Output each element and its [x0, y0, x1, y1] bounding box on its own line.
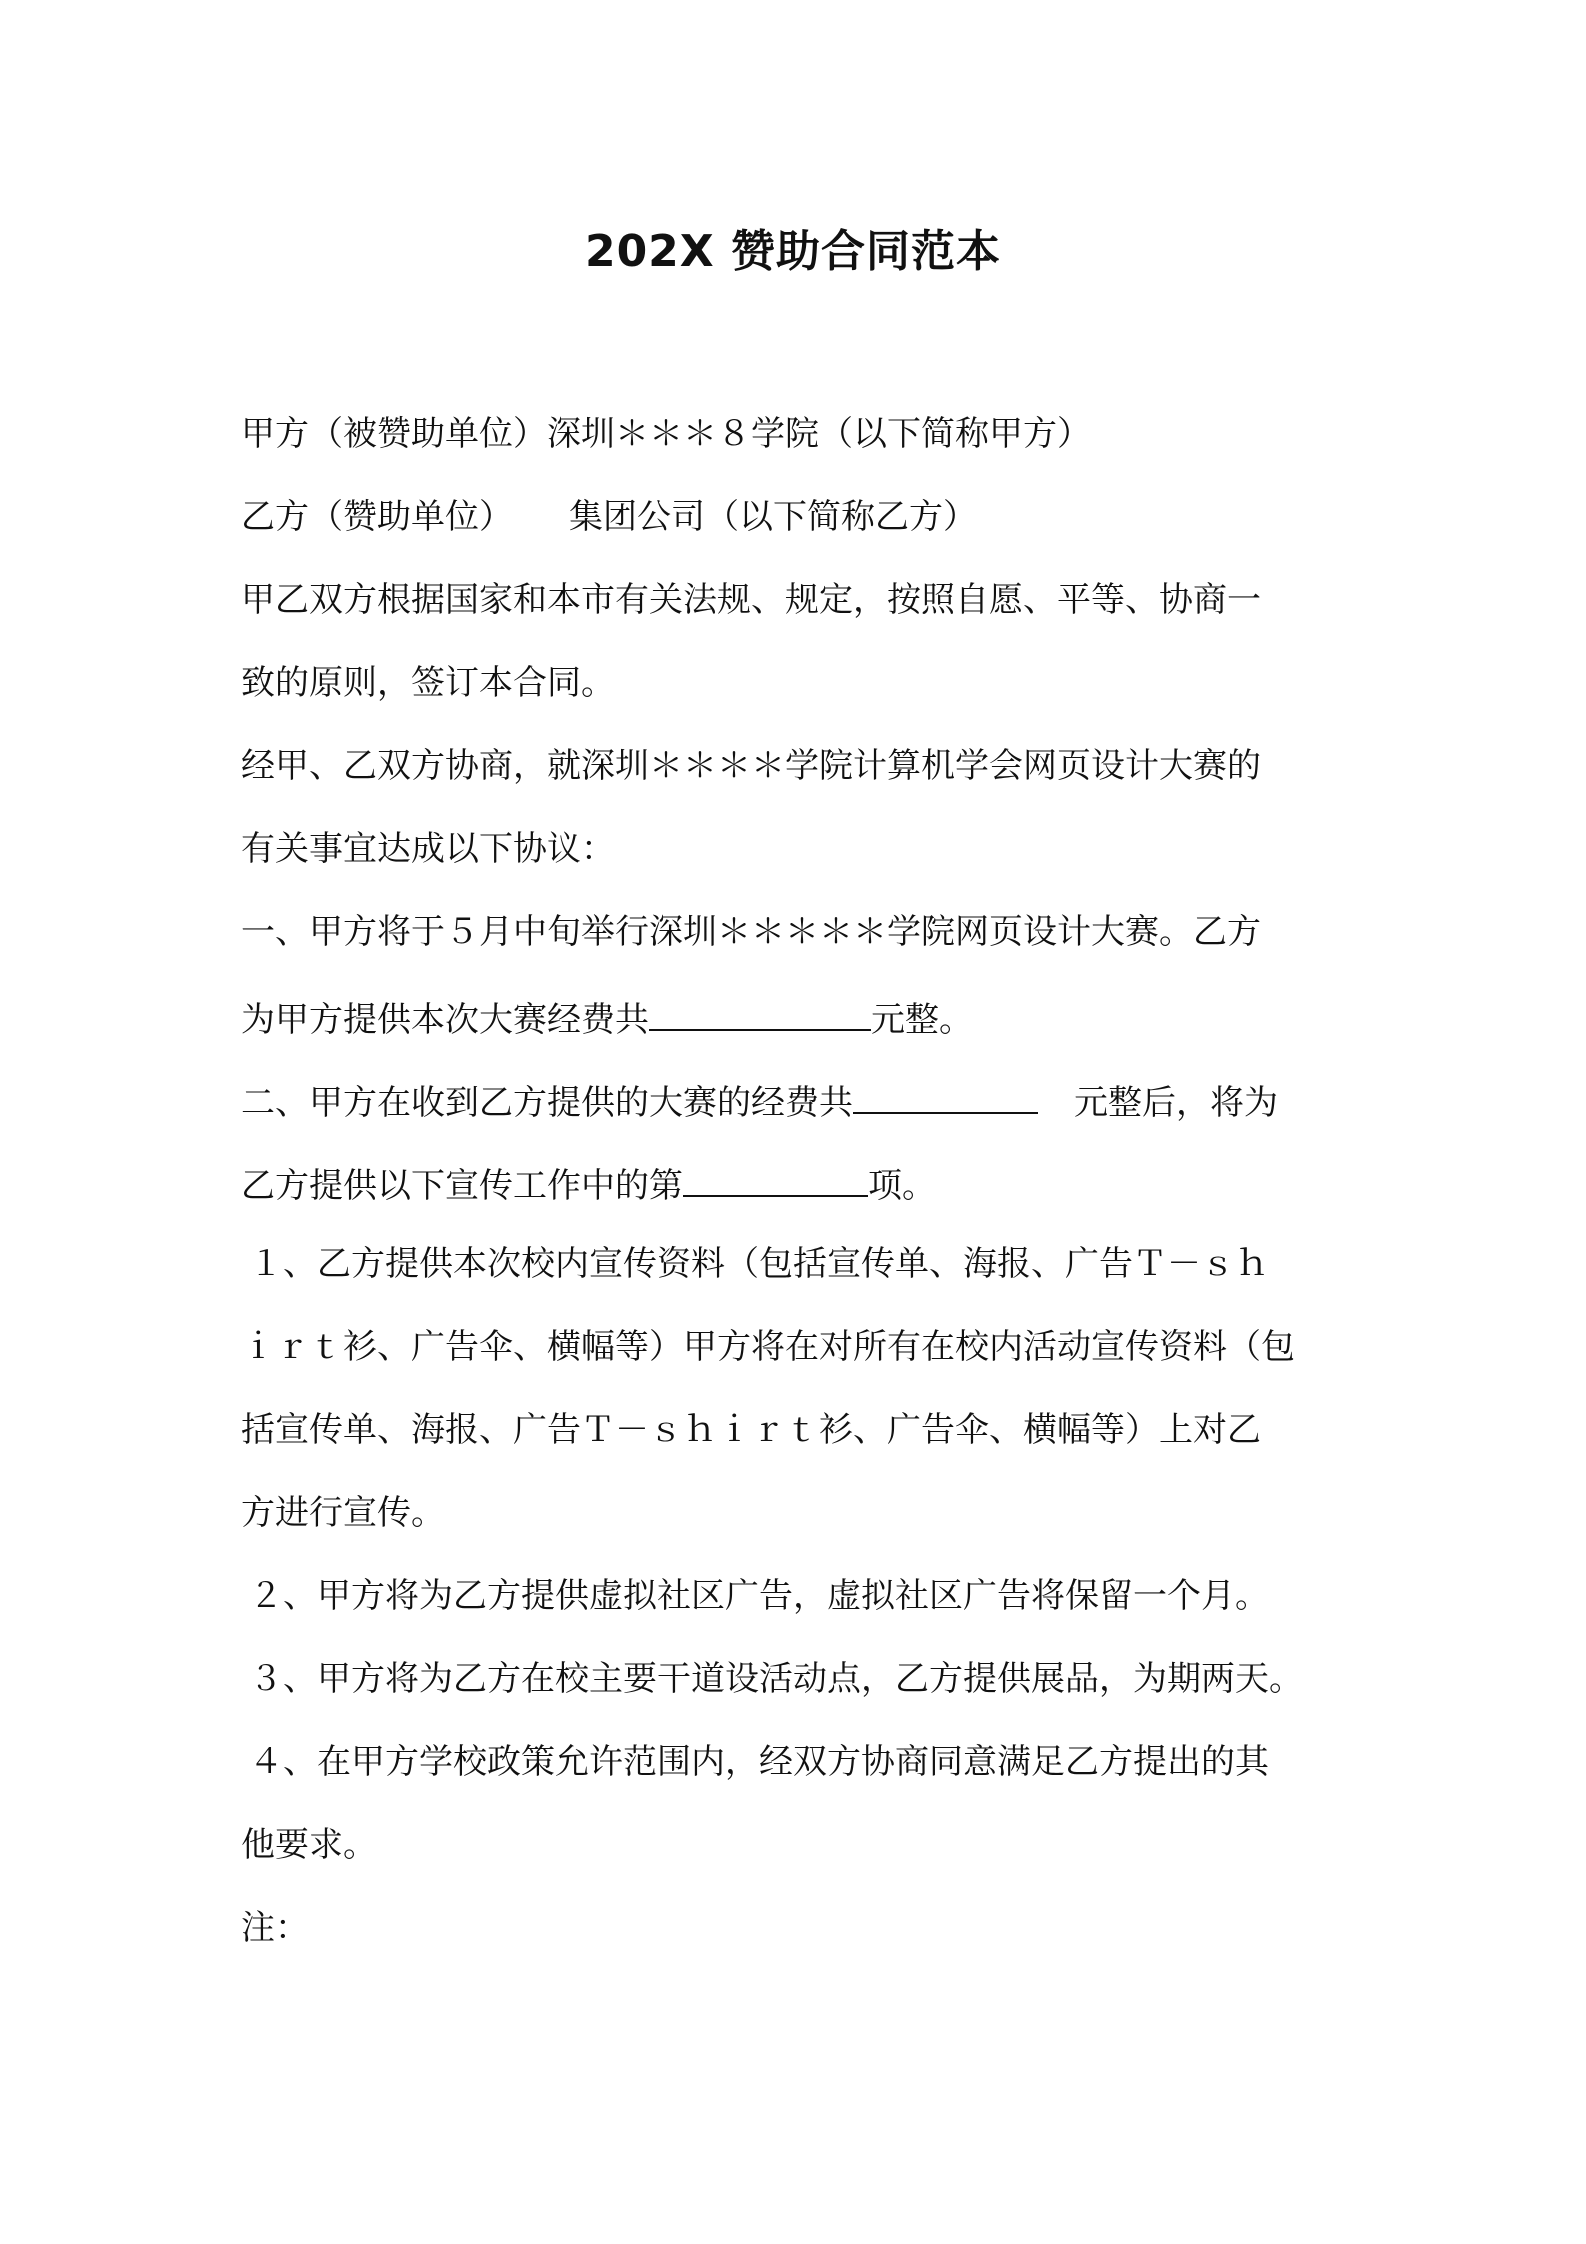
item-1-line-3: 括宣传单、海报、广告Ｔ－ｓｈｉｒｔ衫、广告伞、横幅等）上对乙: [241, 1410, 1261, 1450]
amount-blank-2: [853, 1068, 1038, 1114]
clause-2-item-text: 乙方提供以下宣传工作中的第: [241, 1166, 683, 1206]
clause-2-item-suffix: 项。: [868, 1166, 936, 1206]
clause-2-line-2: [241, 1151, 1356, 1234]
clause-1-text: 为甲方提供本次大赛经费共: [241, 1000, 649, 1040]
clause-1-suffix: 元整。: [871, 1000, 973, 1040]
clause-2-line-1: [241, 1068, 1356, 1151]
party-a-line: 甲方（被赞助单位）深圳＊＊＊８学院（以下简称甲方）: [241, 414, 1091, 454]
item-2-line: ２、甲方将为乙方提供虚拟社区广告，虚拟社区广告将保留一个月。: [249, 1576, 1269, 1616]
clause-1-line-1: 一、甲方将于５月中旬举行深圳＊＊＊＊＊学院网页设计大赛。乙方: [241, 912, 1261, 952]
item-1-line-1: １、乙方提供本次校内宣传资料（包括宣传单、海报、广告Ｔ－ｓｈ: [249, 1244, 1269, 1284]
amount-blank-1: [649, 985, 871, 1031]
document-body: [241, 404, 1356, 1981]
item-number-blank: [683, 1151, 868, 1197]
item-4-line-1: ４、在甲方学校政策允许范围内，经双方协商同意满足乙方提出的其: [249, 1742, 1269, 1782]
party-b-rest: 集团公司（以下简称乙方）: [569, 497, 977, 537]
consult-line-2: 有关事宜达成以下协议：: [241, 829, 615, 869]
party-b-label: 乙方（赞助单位）: [241, 497, 513, 537]
item-4-line-2: 他要求。: [241, 1825, 377, 1865]
clause-2-text: 二、甲方在收到乙方提供的大赛的经费共: [241, 1083, 853, 1123]
clause-1-line-2: [241, 985, 1356, 1068]
document-title: 202X 赞助合同范本: [584, 226, 1002, 277]
item-3-line: ３、甲方将为乙方在校主要干道设活动点，乙方提供展品，为期两天。: [249, 1659, 1303, 1699]
intro-line-1: 甲乙双方根据国家和本市有关法规、规定，按照自愿、平等、协商一: [241, 580, 1261, 620]
consult-line-1: 经甲、乙双方协商，就深圳＊＊＊＊学院计算机学会网页设计大赛的: [241, 746, 1261, 786]
party-b-line: [241, 487, 1356, 570]
item-1-line-2: ｉｒｔ衫、广告伞、横幅等）甲方将在对所有在校内活动宣传资料（包: [241, 1327, 1295, 1367]
item-1-line-4: 方进行宣传。: [241, 1493, 445, 1533]
clause-2-suffix: 元整后，将为: [1074, 1083, 1278, 1123]
note-label: 注：: [241, 1908, 309, 1948]
intro-line-2: 致的原则，签订本合同。: [241, 663, 615, 703]
